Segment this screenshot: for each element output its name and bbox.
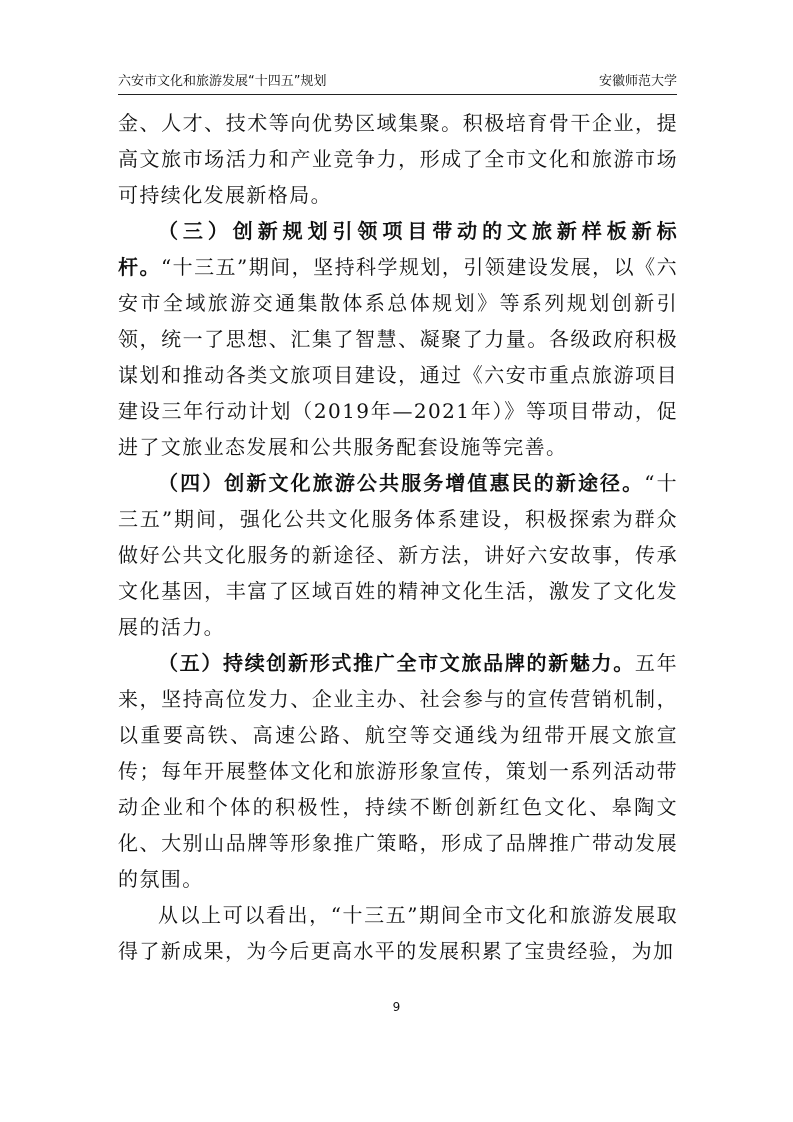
paragraph-text: “十三五”期间，坚持科学规划，引领建设发展，以《六安市全域旅游交通集散体系总体规划》等系列规划创新引领，统一了思想、汇集了智慧、凝聚了力量。各级政府积极谋划和推动各类文旅项目建设，通过《六安市重点旅游项目建设三年行动计划（2019年—2021年）》等项目带动，促进了文旅业态发展和公共服务配套设施等完善。 [118, 255, 678, 459]
paragraph-section-4 [118, 465, 678, 645]
paragraph-text: 金、人才、技术等向优势区域集聚。积极培育骨干企业，提高文旅市场活力和产业竞争力，形成了全市文化和旅游市场可持续化发展新格局。 [118, 111, 678, 207]
section-heading: （三）创新规划引领项目带动的文旅新样板新标杆。 [118, 219, 678, 279]
paragraph-section-3 [118, 213, 678, 465]
page-header [118, 72, 677, 95]
section-heading: （五）持续创新形式推广全市文旅品牌的新魅力。 [158, 651, 635, 675]
page-number: 9 [392, 1000, 401, 1014]
paragraph-text: “十三五”期间，强化公共文化服务体系建设，积极探索为群众做好公共文化服务的新途径、新方法，讲好六安故事，传承文化基因，丰富了区域百姓的精神文化生活，激发了文化发展的活力。 [118, 471, 678, 639]
paragraph-text: 从以上可以看出，“十三五”期间全市文化和旅游发展取得了新成果，为今后更高水平的发展积累了宝贵经验，为加 [118, 903, 678, 963]
paragraph-continuation [118, 105, 678, 213]
paragraph-text: 五年来，坚持高位发力、企业主办、社会参与的宣传营销机制，以重要高铁、高速公路、航空等交通线为纽带开展文旅宣传；每年开展整体文化和旅游形象宣传，策划一系列活动带动企业和个体的积极性，持续不断创新红色文化、皋陶文化、大别山品牌等形象推广策略，形成了品牌推广带动发展的氛围。 [118, 651, 678, 891]
paragraph-section-5 [118, 645, 678, 897]
header-institution: 安徽师范大学 [598, 74, 677, 89]
paragraph-summary [118, 897, 678, 969]
document-body [118, 105, 678, 969]
section-heading: （四）创新文化旅游公共服务增值惠民的新途径。 [158, 471, 645, 495]
header-document-title: 六安市文化和旅游发展“十四五”规划 [118, 74, 327, 89]
